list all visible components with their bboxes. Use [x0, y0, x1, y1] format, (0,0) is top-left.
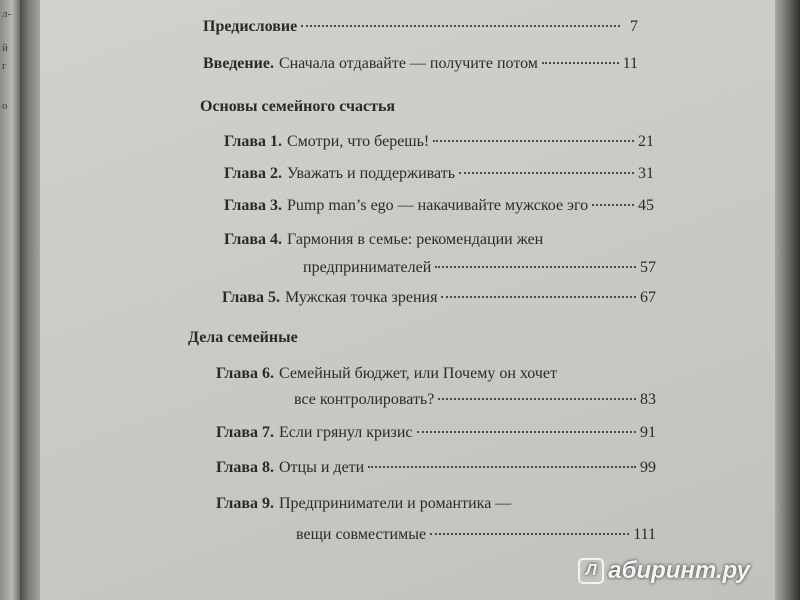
- toc-title: Семейный бюджет, или Почему он хочет: [279, 365, 557, 382]
- toc-title: Мужская точка зрения: [285, 289, 438, 306]
- toc-label: Глава 7.: [216, 424, 274, 441]
- toc-label: Глава 6.: [216, 365, 274, 382]
- toc-page-number: 31: [638, 165, 654, 182]
- watermark-text: абиринт.ру: [608, 557, 750, 584]
- left-page-edge: [0, 0, 20, 600]
- left-page-fragment: л-: [2, 8, 12, 20]
- toc-title: Предприниматели и романтика —: [279, 495, 512, 512]
- toc-label: Глава 2.: [224, 165, 282, 182]
- toc-entry-chapter-4: [224, 230, 656, 278]
- toc-title: Отцы и дети: [279, 459, 365, 476]
- left-page-fragment: й: [2, 42, 8, 54]
- toc-page-number: 111: [633, 526, 656, 543]
- toc-title-continued: вещи совместимые: [296, 526, 427, 543]
- toc-label: Глава 5.: [222, 289, 280, 306]
- left-page-fragment: г: [2, 60, 7, 72]
- toc-leader: [438, 398, 636, 400]
- toc-title: Pump man’s ego — накачивайте мужское эго: [287, 197, 589, 214]
- toc-title: Гармония в семье: рекомендации жен: [287, 231, 544, 248]
- toc-label: Предисловие: [203, 18, 298, 35]
- toc-label: Глава 3.: [224, 197, 282, 214]
- right-page-edge: [775, 0, 800, 600]
- toc-title: Смотри, что берешь!: [287, 133, 430, 150]
- toc-page-number: 91: [640, 424, 656, 441]
- toc-page-number: 57: [640, 259, 656, 276]
- toc-leader: [368, 466, 636, 468]
- labirint-watermark: [578, 557, 750, 585]
- toc-entry-chapter-3: [224, 196, 654, 216]
- toc-page-number: 99: [640, 459, 656, 476]
- toc-label: Введение.: [203, 55, 274, 72]
- toc-title: Сначала отдавайте — получите потом: [278, 55, 538, 72]
- toc-page-number: 21: [638, 133, 654, 150]
- toc-entry-chapter-5: [222, 288, 656, 308]
- contents-page: [40, 0, 775, 600]
- labirint-logo-icon: Л: [578, 558, 604, 584]
- toc-label: Глава 4.: [224, 231, 282, 248]
- toc-leader: [433, 140, 634, 142]
- toc-page-number: 11: [622, 55, 638, 72]
- toc-label: Глава 9.: [216, 495, 274, 512]
- left-page-fragment: о: [2, 100, 8, 112]
- toc-entry-chapter-9: [216, 494, 656, 545]
- toc-leader: [430, 533, 629, 535]
- toc-entry-chapter-7: [216, 423, 656, 443]
- toc-label: Глава 8.: [216, 459, 274, 476]
- toc-entry-chapter-2: [224, 164, 654, 184]
- toc-title: Если грянул кризис: [279, 424, 413, 441]
- toc-page-number: 45: [638, 197, 654, 214]
- toc-leader: [435, 266, 636, 268]
- section-heading: Дела семейные: [188, 329, 298, 346]
- section-heading: Основы семейного счастья: [200, 98, 396, 115]
- toc-leader: [301, 25, 620, 27]
- toc-entry-chapter-8: [216, 458, 656, 478]
- toc-label: Глава 1.: [224, 133, 282, 150]
- toc-leader: [441, 296, 636, 298]
- toc-leader: [459, 172, 634, 174]
- toc-title-continued: все контролировать?: [294, 391, 435, 408]
- toc-entry-preface: [203, 17, 638, 37]
- toc-page-number: 67: [640, 289, 656, 306]
- toc-page-number: 7: [630, 18, 638, 35]
- toc-title: Уважать и поддерживать: [287, 165, 455, 182]
- toc-title-continued: предпринимателей: [303, 259, 432, 276]
- toc-leader: [542, 62, 619, 64]
- toc-leader: [592, 204, 634, 206]
- book-gutter: [20, 0, 40, 600]
- toc-entry-chapter-1: [224, 132, 654, 152]
- toc-entry-chapter-6: [216, 364, 656, 410]
- toc-entry-introduction: [203, 54, 638, 74]
- toc-page-number: 83: [640, 391, 656, 408]
- toc-leader: [417, 431, 636, 433]
